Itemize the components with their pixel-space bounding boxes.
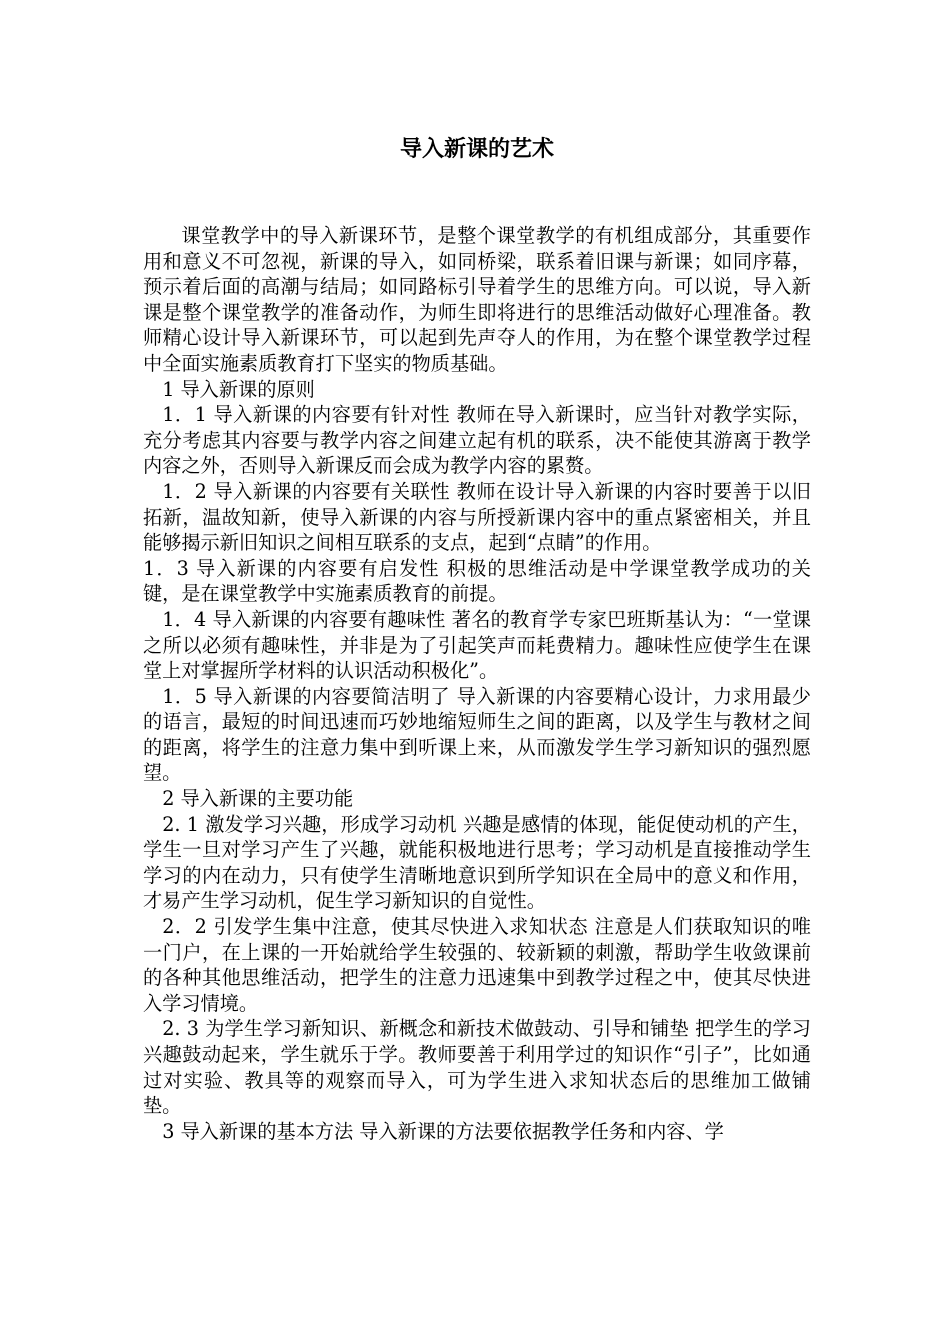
page-title: 导入新课的艺术	[399, 137, 554, 162]
paragraph-2-2: 2．2 引发学生集中注意，使其尽快进入求知状态 注意是人们获取知识的唯一门户，在上课的一开始就给学生较强的、较新颖的刺激，帮助学生收敛课前的各种其他思维活动，把学生的注意力迅速集中到教学过程之中，使其尽快进入学习情境。	[143, 915, 811, 1015]
section-heading-principles: 1 导入新课的原则	[162, 377, 315, 401]
paragraph-1-5: 1．5 导入新课的内容要简洁明了 导入新课的内容要精心设计，力求用最少的语言，最短的时间迅速而巧妙地缩短师生之间的距离，以及学生与教材之间的距离，将学生的注意力集中到听课上来，从而激发学生学习新知识的强烈愿望。	[143, 684, 811, 785]
paragraph-1-3: 1．3 导入新课的内容要有启发性 积极的思维活动是中学课堂教学成功的关键，是在课堂教学中实施素质教育的前提。	[143, 556, 811, 606]
intro-paragraph: 课堂教学中的导入新课环节，是整个课堂教学的有机组成部分，其重要作用和意义不可忽视，新课的导入，如同桥梁，联系着旧课与新课；如同序幕，预示着后面的高潮与结局；如同路标引导着学生的思维方向。可以说，导入新课是整个课堂教学的准备动作，为师生即将进行的思维活动做好心理准备。教师精心设计导入新课环节，可以起到先声夺人的作用，为在整个课堂教学过程中全面实施素质教育打下坚实的物质基础。	[143, 224, 811, 375]
document-body	[143, 223, 811, 1144]
paragraph-1-2: 1．2 导入新课的内容要有关联性 教师在设计导入新课的内容时要善于以旧拓新，温故知新，使导入新课的内容与所授新课内容中的重点紧密相关，并且能够揭示新旧知识之间相互联系的支点，起到“点睛”的作用。	[143, 479, 811, 555]
paragraph-1-1: 1．1 导入新课的内容要有针对性 教师在导入新课时，应当针对教学实际，充分考虑其内容要与教学内容之间建立起有机的联系，决不能使其游离于教学内容之外，否则导入新课反而会成为教学内容的累赘。	[143, 403, 811, 478]
section-heading-functions: 2 导入新课的主要功能	[162, 787, 354, 811]
paragraph-1-4: 1．4 导入新课的内容要有趣味性 著名的教育学专家巴班斯基认为：“一堂课之所以必须有趣味性，并非是为了引起笑声而耗费精力。趣味性应使学生在课堂上对掌握所学材料的认识活动积极化”。	[143, 607, 811, 683]
document-page	[143, 0, 811, 1344]
paragraph-2-1: 2. 1 激发学习兴趣，形成学习动机 兴趣是感情的体现，能促使动机的产生，学生一旦对学习产生了兴趣，就能积极地进行思考；学习动机是直接推动学生学习的内在动力，只有使学生清晰地意识到所学知识在全局中的意义和作用，才易产生学习动机，促生学习新知识的自觉性。	[143, 812, 811, 913]
paragraph-2-3: 2. 3 为学生学习新知识、新概念和新技术做鼓动、引导和铺垫 把学生的学习兴趣鼓动起来，学生就乐于学。教师要善于利用学过的知识作“引子”，比如通过对实验、教具等的观察而导入，可为学生进入求知状态后的思维加工做铺垫。	[143, 1017, 811, 1118]
paragraph-3: 3 导入新课的基本方法 导入新课的方法要依据教学任务和内容、学	[162, 1119, 724, 1143]
